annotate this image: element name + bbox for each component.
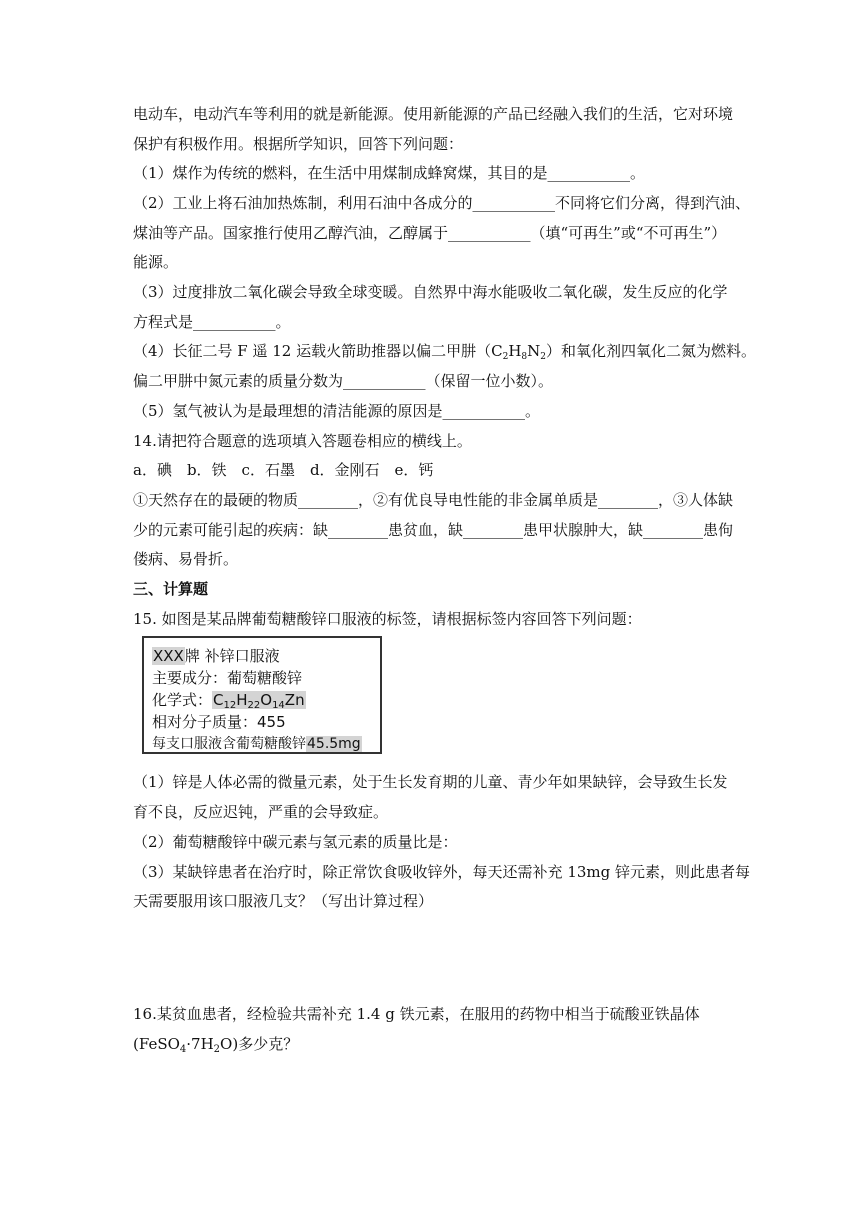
question-13-4-line-1 <box>133 341 756 361</box>
q4-sub-2: 8 <box>521 352 528 362</box>
formula-c: C <box>213 691 224 709</box>
question-16-line-1: 16.某贫血患者，经检验共需补充 1.4 g 铁元素，在服用的药物中相当于硫酸亚铁晶体 <box>133 1005 700 1023</box>
q4-sub-3: 2 <box>540 352 547 362</box>
formula-h-sub: 22 <box>247 700 261 711</box>
q4-sub-1: 2 <box>502 352 509 362</box>
formula-o: O <box>260 691 273 709</box>
question-15-title: 15. 如图是某品牌葡萄糖酸锌口服液的标签，请根据标签内容回答下列问题： <box>133 610 642 628</box>
product-label <box>142 636 382 754</box>
section-heading: 三、计算题 <box>133 580 209 598</box>
label-mass: 相对分子质量：455 <box>152 713 286 731</box>
label-title-rest: 牌 补锌口服液 <box>184 647 280 665</box>
q4-text-post: ）和氧化剂四氧化二氮为燃料。 <box>546 342 757 360</box>
question-13-1: （1）煤作为传统的燃料，在生活中用煤制成蜂窝煤，其目的是___________。 <box>133 164 646 182</box>
formula-o-sub: 14 <box>272 700 285 711</box>
label-ingredient: 主要成分：葡萄糖酸锌 <box>152 669 303 687</box>
label-dose-prefix: 每支口服液含葡萄糖酸锌 <box>152 736 306 752</box>
question-15-3-line-1: （3）某缺锌患者在治疗时，除正常饮食吸收锌外，每天还需补充 13mg 锌元素，则此患者每 <box>133 863 750 881</box>
formula-h: H <box>236 691 248 709</box>
question-15-2: （2）葡萄糖酸锌中碳元素与氢元素的质量比是： <box>133 833 458 851</box>
question-13-3-line-1: （3）过度排放二氧化碳会导致全球变暖。自然界中海水能吸收二氧化碳，发生反应的化学 <box>133 283 728 301</box>
label-formula-prefix: 化学式： <box>152 691 213 709</box>
q4-text-h: H <box>508 342 522 360</box>
intro-line-1: 电动车，电动汽车等利用的就是新能源。使用新能源的产品已经融入我们的生活，它对环境 <box>133 105 734 123</box>
q4-text-n: N <box>527 342 541 360</box>
question-14-line-3: 偻病、易骨折。 <box>133 550 239 568</box>
q16-mid: ·7H <box>186 1035 214 1053</box>
label-formula-value <box>212 691 306 709</box>
formula-zn: Zn <box>284 691 305 709</box>
q16-pre: (FeSO <box>133 1035 180 1053</box>
question-13-2-line-2: 煤油等产品。国家推行使用乙醇汽油，乙醇属于___________（填“可再生”或“不可再生”） <box>133 224 727 242</box>
question-13-3-line-2: 方程式是___________。 <box>133 313 291 331</box>
label-formula <box>152 690 306 710</box>
question-13-2-line-3: 能源。 <box>133 253 179 271</box>
q16-sub-1: 4 <box>179 1044 187 1055</box>
label-dose <box>152 734 362 754</box>
question-14-line-2: 少的元素可能引起的疾病：缺________患贫血，缺________患甲状腺肿大，缺________患佝 <box>133 521 734 539</box>
question-13-4-line-2: 偏二甲肼中氮元素的质量分数为___________（保留一位小数）。 <box>133 372 554 390</box>
question-15-3-line-2: 天需要服用该口服液几支？（写出计算过程） <box>133 892 434 910</box>
question-15-1-line-1: （1）锌是人体必需的微量元素，处于生长发育期的儿童、青少年如果缺锌，会导致生长发 <box>133 773 728 791</box>
question-14-title: 14.请把符合题意的选项填入答题卷相应的横线上。 <box>133 432 472 450</box>
question-15-1-line-2: 育不良，反应迟钝，严重的会导致症。 <box>133 803 389 821</box>
q16-end: O)多少克？ <box>220 1035 299 1053</box>
label-dose-value: 45.5mg <box>307 736 361 752</box>
formula-c-sub: 12 <box>223 700 237 711</box>
intro-line-2: 保护有积极作用。根据所学知识，回答下列问题： <box>133 135 464 153</box>
question-13-5: （5）氢气被认为是最理想的清洁能源的原因是___________。 <box>133 402 541 420</box>
question-16-line-2 <box>133 1034 298 1054</box>
question-13-2-line-1: （2）工业上将石油加热炼制，利用石油中各成分的___________不同将它们分离，得到汽油、 <box>133 194 751 212</box>
question-14-options: a．碘 b．铁 c．石墨 d．金刚石 e．钙 <box>133 461 434 479</box>
q16-sub-2: 2 <box>213 1044 221 1055</box>
label-brand: XXX <box>153 647 184 665</box>
question-14-line-1: ①天然存在的最硬的物质________，②有优良导电性能的非金属单质是________，③人体缺 <box>133 491 734 509</box>
label-title <box>152 646 280 666</box>
q4-text-pre: （4）长征二号 F 遥 12 运载火箭助推器以偏二甲肼（C <box>133 342 503 360</box>
